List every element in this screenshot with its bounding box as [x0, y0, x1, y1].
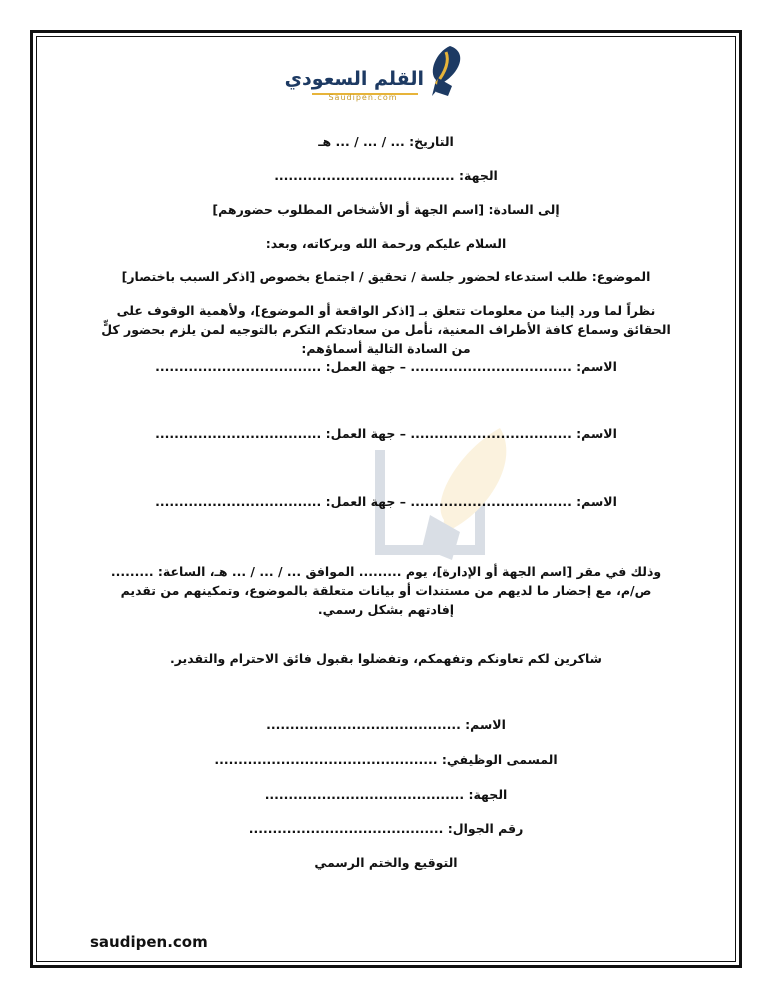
sign-title-line: المسمى الوظيفي: ...............................................: [214, 752, 558, 767]
closing-line: شاكرين لكم تعاونكم وتفهمكم، وتفضلوا بقبول فائق الاحترام والتقدير.: [170, 651, 602, 666]
person-row: الاسم: .................................. – جهة العمل: ...................................: [155, 494, 617, 509]
logo-subtitle: Saudipen.com: [328, 93, 398, 102]
logo-text: القلم السعودي: [284, 68, 424, 90]
intro-paragraph: نظراً لما ورد إلينا من معلومات تتعلق بـ [اذكر الواقعة أو الموضوع]، ولأهمية الوقوف على الحقائق وسماع كافة الأطراف المعنية، نأمل من سعادتكم التكرم بالتوجيه لمن يلزم بحضور كلٍّ من السادة التالية أسماؤهم:: [101, 303, 671, 356]
details-paragraph: وذلك في مقر [اسم الجهة أو الإدارة]، يوم ......... الموافق ... / ... / ... هـ، الساعة: ......... ص/م، مع إحضار ما لديهم من مستندات أو بيانات متعلقة بالموضوع، وتمكينهم من تقديم إفادتهم بشكل رسمي.: [110, 564, 662, 617]
entity-line: الجهة: ......................................: [274, 168, 498, 183]
recipients-line: إلى السادة: [اسم الجهة أو الأشخاص المطلوب حضورهم]: [212, 202, 560, 217]
person-row: الاسم: .................................. – جهة العمل: ...................................: [155, 359, 617, 374]
greeting-line: السلام عليكم ورحمة الله وبركاته، وبعد:: [265, 236, 507, 251]
subject-line: الموضوع: طلب استدعاء لحضور جلسة / تحقيق / اجتماع بخصوص [اذكر السبب باختصار]: [121, 269, 651, 284]
footer-website[interactable]: saudipen.com: [90, 933, 208, 951]
sign-entity-line: الجهة: ..........................................: [264, 787, 508, 802]
signature-stamp-label: التوقيع والختم الرسمي: [314, 855, 458, 870]
sign-mobile-line: رقم الجوال: .........................................: [248, 821, 524, 836]
sign-name-line: الاسم: .........................................: [266, 717, 506, 732]
date-line: التاريخ: ... / ... / ... هـ: [318, 134, 454, 149]
person-row: الاسم: .................................. – جهة العمل: ...................................: [155, 426, 617, 441]
